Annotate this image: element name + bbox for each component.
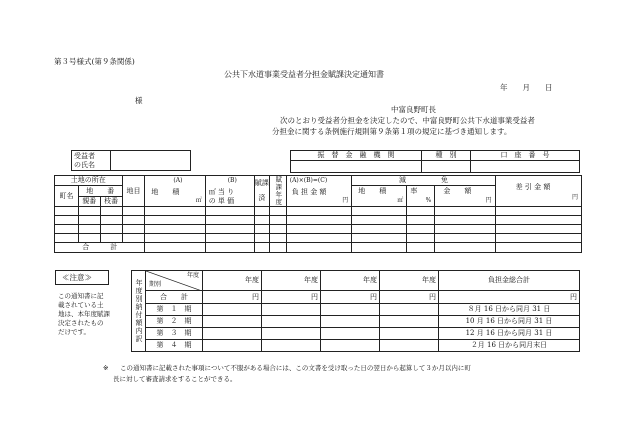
yen-unit: 円 xyxy=(203,291,262,304)
table-row xyxy=(132,304,580,316)
form-number: 第３号様式(第９条関係) xyxy=(54,57,135,66)
deduct-yen: 円 xyxy=(571,194,578,201)
yen-unit: 円 xyxy=(262,291,321,304)
period-deadline: 12 月 16 日から同月 31 日 xyxy=(439,328,580,340)
annual-breakdown-table xyxy=(131,270,580,352)
notice-line: この通知書に記 xyxy=(58,292,104,300)
area-header: 地 積 xyxy=(151,188,180,196)
account-kind-field[interactable] xyxy=(422,161,471,173)
annual-total-row xyxy=(132,291,580,304)
levy-year-header: 賦課年度 xyxy=(274,176,283,206)
rate-header: 率 xyxy=(410,187,418,195)
account-kind-label: 種 別 xyxy=(422,151,471,161)
table-row xyxy=(55,207,582,216)
table-row xyxy=(132,340,580,352)
year-col-2: 年度 xyxy=(262,271,321,291)
issuer-name: 中富良野町長 xyxy=(391,105,436,114)
period-label: 第 ４ 期 xyxy=(146,340,203,352)
b-label: (B) xyxy=(227,177,237,184)
footnote-line2: 長に対して審査請求をすることができる。 xyxy=(113,375,237,383)
period-deadline: ８月 16 日から同月 31 日 xyxy=(439,304,580,316)
period-label: 第 ２ 期 xyxy=(146,316,203,328)
annual-total-label: 合 計 xyxy=(146,291,203,304)
burden-yen: 円 xyxy=(342,197,349,204)
bank-field[interactable] xyxy=(291,161,422,173)
table-row xyxy=(132,316,580,328)
period-head: 期別 xyxy=(149,281,162,288)
body-text-line1: 次のとおり受益者分担金を決定したので、中富良野町公共下水道事業受益者 xyxy=(280,116,535,125)
bank-label: 振 替 金 融 機 関 xyxy=(291,151,422,161)
parent-lot-header: 親番 xyxy=(78,197,100,207)
levy-header: 賦課 xyxy=(254,178,269,187)
period-deadline: ２月 16 日から同月末日 xyxy=(439,340,580,352)
period-deadline: 10 月 16 日から同月 31 日 xyxy=(439,316,580,328)
date-line: 年 月 日 xyxy=(500,83,553,92)
a-label: (A) xyxy=(173,177,183,184)
reduction-area-header: 地 積 xyxy=(358,187,387,195)
year-col-4: 年度 xyxy=(380,271,439,291)
yen-unit: 円 xyxy=(439,291,580,304)
area-unit: ㎡ xyxy=(195,197,202,204)
period-label: 第 １ 期 xyxy=(146,304,203,316)
account-number-label: 口 座 番 号 xyxy=(471,151,580,161)
town-header: 町名 xyxy=(55,186,79,207)
year-head: 年度 xyxy=(186,272,199,279)
document-title: 公共下水道事業受益者分担金賦課決定通知書 xyxy=(224,70,384,79)
notice-line: 地は、本年度賦課 xyxy=(58,310,110,319)
total-row xyxy=(55,243,582,253)
notice-line: 載されている土 xyxy=(58,301,104,310)
bank-info-box xyxy=(290,150,580,173)
amount-header: 金 額 xyxy=(443,187,472,195)
amount-yen: 円 xyxy=(485,197,492,204)
location-header: 土地の所在 xyxy=(55,176,123,186)
account-number-field[interactable] xyxy=(471,161,580,173)
footnote-mark: ※ xyxy=(103,364,109,372)
notice-text xyxy=(58,292,110,337)
deduct-header: 差 引 金 額 xyxy=(515,183,551,191)
addressee-suffix: 様 xyxy=(135,96,143,105)
table-row xyxy=(55,216,582,225)
beneficiary-name-box xyxy=(71,150,191,171)
table-row xyxy=(132,328,580,340)
beneficiary-label-1: 受益者 xyxy=(74,152,95,161)
unit-price-1: ㎡ 当 り xyxy=(208,188,235,196)
beneficiary-name-field[interactable] xyxy=(111,151,191,171)
notice-line: 決定されたもの xyxy=(58,319,104,328)
land-type-header: 地目 xyxy=(122,176,145,207)
period-label: 第 ３ 期 xyxy=(146,328,203,340)
c-label: (A)×(B)=(C) xyxy=(289,177,328,184)
table-row xyxy=(55,225,582,234)
notice-line: だけです。 xyxy=(58,328,90,337)
branch-lot-header: 枝番 xyxy=(100,197,122,207)
annual-side-label: 年度別納付額内訳 xyxy=(135,279,143,343)
yen-unit: 円 xyxy=(380,291,439,304)
rate-unit: % xyxy=(425,197,432,204)
burden-header: 負 担 金 額 xyxy=(291,188,327,196)
unit-price-2: の 単 価 xyxy=(208,197,235,205)
land-table xyxy=(54,175,582,253)
notice-label: ≪注意≫ xyxy=(62,273,92,282)
year-col-3: 年度 xyxy=(321,271,380,291)
table-row xyxy=(55,234,582,243)
reduction-header: 減 免 xyxy=(352,176,495,186)
footnote-line1: この通知書に記載された事項について不服がある場合には、この文書を受け取った日の翌日から起算して３か月以内に町 xyxy=(120,364,471,372)
yen-unit: 円 xyxy=(321,291,380,304)
notice-label-box xyxy=(55,270,109,285)
reduction-area-unit: ㎡ xyxy=(397,197,404,204)
year-col-1: 年度 xyxy=(203,271,262,291)
beneficiary-label-2: の氏名 xyxy=(74,160,95,169)
body-text-line2: 分担金に関する条例施行規則第９条第１項の規定に基づき通知します。 xyxy=(272,127,512,136)
exempt-header: 済 xyxy=(258,194,266,202)
lot-header: 地 番 xyxy=(78,186,122,197)
grand-total-header: 負担金総合計 xyxy=(439,271,580,291)
total-label: 合 計 xyxy=(55,243,145,253)
